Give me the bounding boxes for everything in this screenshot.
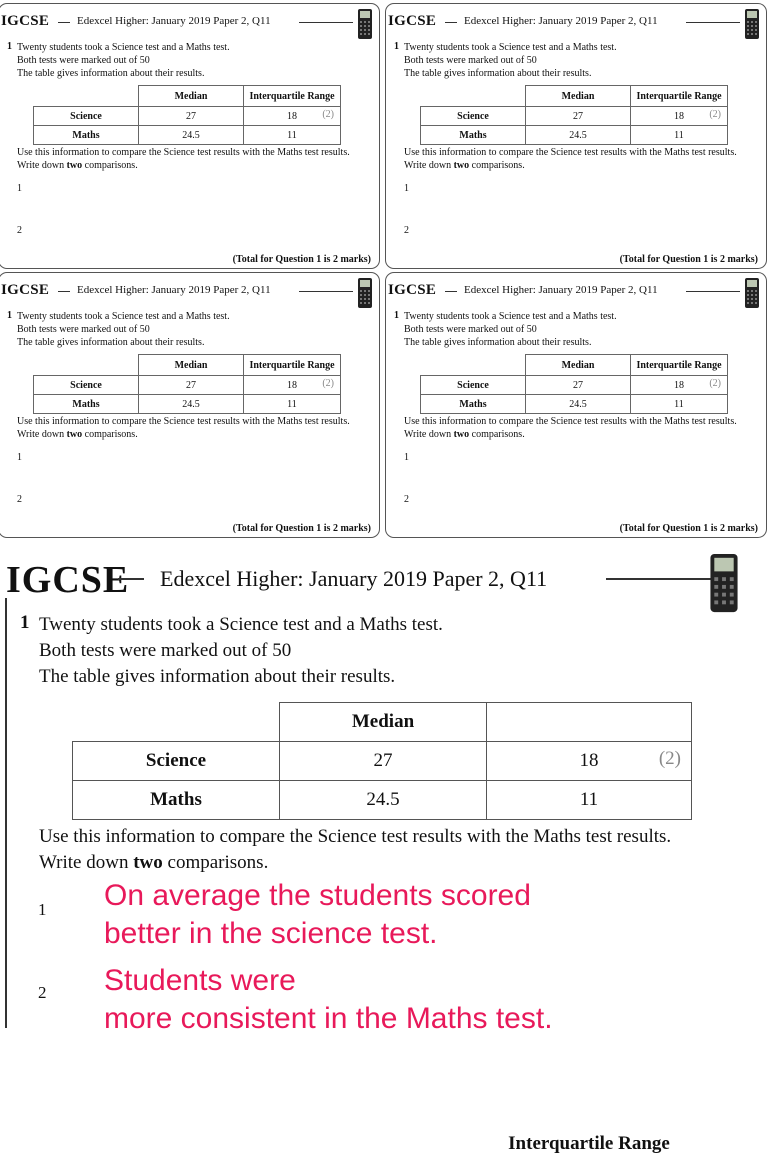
header-dash [58, 291, 70, 292]
answer-line: more consistent in the Maths test. [104, 1002, 553, 1035]
table-corner [73, 703, 280, 742]
column-header: Median [526, 355, 631, 376]
instruction-text: comparisons. [469, 160, 525, 171]
table-corner [34, 355, 139, 376]
table-corner [421, 355, 526, 376]
panel-border [5, 598, 7, 1028]
question-text [17, 41, 230, 80]
igcse-logo: IGCSE [1, 282, 50, 298]
card-header [386, 4, 766, 29]
answer-line: better in the science test. [104, 917, 438, 950]
table-cell: 24.5 [139, 126, 244, 145]
table-cell [487, 742, 692, 781]
instruction-line [404, 428, 737, 441]
instruction-emphasis: two [453, 429, 470, 440]
igcse-logo: IGCSE [6, 559, 130, 601]
marks-label: (2) [709, 378, 721, 389]
instructions [17, 146, 350, 172]
answer-label-1: 1 [404, 452, 409, 463]
instruction-text: Write down [404, 160, 454, 171]
question-line: Twenty students took a Science test and a Maths test. [404, 42, 617, 53]
column-header: Interquartile Range [631, 355, 728, 376]
question-number: 1 [394, 41, 399, 52]
worked-answer-panel [0, 540, 768, 1154]
instructions [404, 415, 737, 441]
question-text [39, 612, 443, 690]
answer-label-2: 2 [38, 983, 47, 1002]
question-number: 1 [394, 310, 399, 321]
cell-value: 18 [287, 110, 297, 122]
header-dash [445, 291, 457, 292]
table-cell: 27 [526, 107, 631, 126]
instructions [404, 146, 737, 172]
question-text [404, 41, 617, 80]
calculator-icon [357, 277, 373, 309]
table-cell: 11 [244, 395, 341, 414]
question-number: 1 [20, 612, 30, 633]
question-text [404, 310, 617, 349]
answer-label-1: 1 [404, 183, 409, 194]
column-header: Interquartile Range [487, 1125, 692, 1164]
instruction-text: comparisons. [82, 429, 138, 440]
table-cell [631, 376, 728, 395]
column-header: Interquartile Range [631, 86, 728, 107]
header-rule [299, 22, 353, 23]
results-table [33, 354, 341, 414]
question-line: The table gives information about their results. [404, 68, 592, 79]
instruction-text: Write down [404, 429, 454, 440]
table-cell: 27 [139, 376, 244, 395]
row-label: Maths [34, 395, 139, 414]
instruction-line: Use this information to compare the Science test results with the Maths test results. [404, 416, 737, 427]
paper-title: Edexcel Higher: January 2019 Paper 2, Q11 [464, 284, 658, 296]
column-header: Median [526, 86, 631, 107]
question-line: Both tests were marked out of 50 [39, 640, 292, 661]
igcse-logo: IGCSE [388, 13, 437, 29]
paper-title: Edexcel Higher: January 2019 Paper 2, Q11 [464, 15, 658, 27]
question-line: The table gives information about their results. [404, 337, 592, 348]
instructions [17, 415, 350, 441]
instruction-line: Use this information to compare the Science test results with the Maths test results. [17, 416, 350, 427]
total-marks: (Total for Question 1 is 2 marks) [232, 523, 371, 534]
cell-value: 18 [579, 750, 599, 771]
column-header: Median [280, 703, 487, 742]
question-line: Twenty students took a Science test and a Maths test. [17, 311, 230, 322]
question-line: The table gives information about their results. [17, 337, 205, 348]
card-header [386, 273, 766, 298]
row-label: Maths [73, 781, 280, 820]
question-card [0, 3, 380, 269]
cell-value: 18 [674, 110, 684, 122]
question-line: Twenty students took a Science test and a Maths test. [404, 311, 617, 322]
total-marks: (Total for Question 1 is 2 marks) [232, 254, 371, 265]
answer-label-1: 1 [17, 452, 22, 463]
instruction-text: comparisons. [469, 429, 525, 440]
table-corner [421, 86, 526, 107]
results-table [420, 85, 728, 145]
instruction-line: Use this information to compare the Science test results with the Maths test results. [17, 147, 350, 158]
table-cell: 11 [631, 126, 728, 145]
instruction-line [17, 159, 350, 172]
instructions [39, 824, 671, 876]
column-header: Median [139, 355, 244, 376]
table-cell: 11 [487, 781, 692, 820]
instruction-emphasis: two [453, 160, 470, 171]
calculator-icon [744, 8, 760, 40]
row-label: Maths [34, 126, 139, 145]
instruction-line [39, 850, 671, 876]
table-cell: 24.5 [280, 781, 487, 820]
row-label: Maths [421, 126, 526, 145]
handwritten-answer-1 [104, 877, 531, 953]
column-header: Median [139, 86, 244, 107]
marks-label: (2) [322, 378, 334, 389]
results-table [420, 354, 728, 414]
results-table [33, 85, 341, 145]
table-cell: 24.5 [139, 395, 244, 414]
calculator-icon [357, 8, 373, 40]
total-marks: (Total for Question 1 is 2 marks) [619, 254, 758, 265]
question-line: Twenty students took a Science test and a Maths test. [39, 614, 443, 635]
instruction-text: comparisons. [82, 160, 138, 171]
instruction-emphasis: two [66, 160, 83, 171]
table-cell [631, 107, 728, 126]
header-dash [445, 22, 457, 23]
marks-label: (2) [709, 109, 721, 120]
cell-value: 18 [674, 379, 684, 391]
answer-line: On average the students scored [104, 879, 531, 912]
question-number: 1 [7, 41, 12, 52]
table-cell: 24.5 [526, 126, 631, 145]
paper-title: Edexcel Higher: January 2019 Paper 2, Q11 [77, 284, 271, 296]
answer-line: Students were [104, 964, 296, 997]
total-marks: (Total for Question 1 is 2 marks) [619, 523, 758, 534]
answer-label-2: 2 [404, 225, 409, 236]
row-label: Science [73, 742, 280, 781]
row-label: Science [34, 376, 139, 395]
question-card [385, 272, 767, 538]
instruction-line: Use this information to compare the Science test results with the Maths test results. [39, 826, 672, 847]
header-rule [299, 291, 353, 292]
table-cell [244, 107, 341, 126]
instruction-line [17, 428, 350, 441]
table-cell: 11 [631, 395, 728, 414]
paper-title: Edexcel Higher: January 2019 Paper 2, Q11 [77, 15, 271, 27]
header-rule [686, 291, 740, 292]
row-label: Science [34, 107, 139, 126]
question-line: The table gives information about their results. [39, 666, 396, 687]
instruction-line [404, 159, 737, 172]
instruction-text: Write down [39, 852, 134, 873]
question-card [385, 3, 767, 269]
instruction-emphasis: two [133, 852, 163, 873]
instruction-emphasis: two [66, 429, 83, 440]
answer-label-1: 1 [17, 183, 22, 194]
igcse-logo: IGCSE [388, 282, 437, 298]
question-line: Both tests were marked out of 50 [404, 55, 537, 66]
table-cell: 27 [526, 376, 631, 395]
handwritten-answer-2 [104, 962, 553, 1038]
marks-label: (2) [658, 748, 681, 769]
question-line: Both tests were marked out of 50 [404, 324, 537, 335]
calculator-icon [708, 552, 740, 614]
marks-label: (2) [322, 109, 334, 120]
instruction-text: comparisons. [162, 852, 269, 873]
column-header: Interquartile Range [244, 86, 341, 107]
answer-label-2: 2 [17, 494, 22, 505]
question-line: The table gives information about their results. [17, 68, 205, 79]
question-line: Both tests were marked out of 50 [17, 55, 150, 66]
paper-title: Edexcel Higher: January 2019 Paper 2, Q11 [160, 566, 548, 591]
table-cell: 24.5 [526, 395, 631, 414]
instruction-line: Use this information to compare the Science test results with the Maths test results. [404, 147, 737, 158]
answer-label-2: 2 [17, 225, 22, 236]
answer-label-2: 2 [404, 494, 409, 505]
header-rule [686, 22, 740, 23]
cell-value: 18 [287, 379, 297, 391]
answer-label-1: 1 [38, 900, 47, 919]
header-dash [118, 578, 144, 580]
question-number: 1 [7, 310, 12, 321]
table-cell: 27 [280, 742, 487, 781]
instruction-text: Write down [17, 429, 67, 440]
row-label: Science [421, 376, 526, 395]
question-line: Both tests were marked out of 50 [17, 324, 150, 335]
header-dash [58, 22, 70, 23]
card-header [0, 4, 379, 29]
question-text [17, 310, 230, 349]
row-label: Science [421, 107, 526, 126]
header-rule [606, 578, 716, 580]
table-cell [244, 376, 341, 395]
instruction-text: Write down [17, 160, 67, 171]
table-corner [34, 86, 139, 107]
column-header: Interquartile Range [244, 355, 341, 376]
table-cell: 11 [244, 126, 341, 145]
calculator-icon [744, 277, 760, 309]
row-label: Maths [421, 395, 526, 414]
table-cell: 27 [139, 107, 244, 126]
igcse-logo: IGCSE [1, 13, 50, 29]
question-line: Twenty students took a Science test and a Maths test. [17, 42, 230, 53]
question-card [0, 272, 380, 538]
card-header [0, 273, 379, 298]
